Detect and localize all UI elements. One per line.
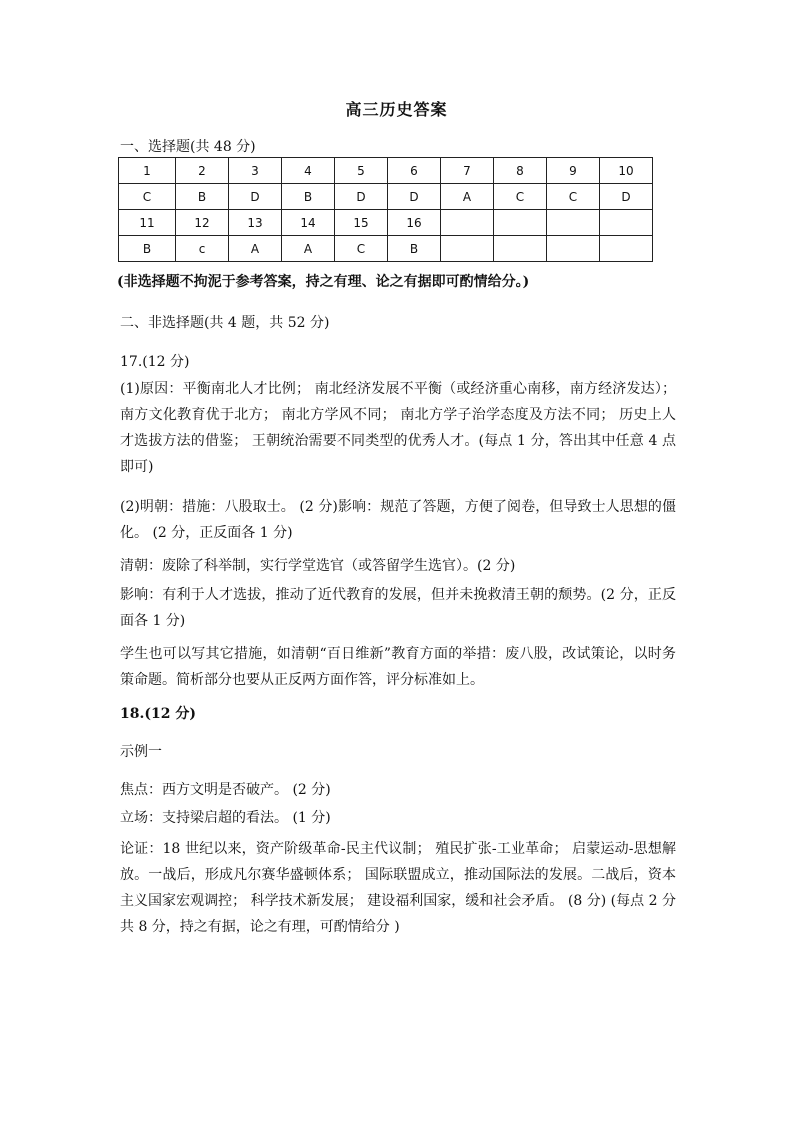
q18-focus: 焦点：西方文明是否破产。 (2 分) — [120, 782, 331, 798]
table-cell — [494, 236, 547, 262]
q17-impact: 影响：有利于人才选拔，推动了近代教育的发展，但并未挽救清王朝的颓势。(2 分，正反面各 1 分) — [120, 587, 676, 629]
grading-note: (非选择题不拘泥于参考答案，持之有理、论之有据即可酌情给分。) — [117, 274, 530, 290]
table-cell: 9 — [547, 158, 600, 184]
table-cell: B — [282, 184, 335, 210]
table-cell: 13 — [229, 210, 282, 236]
table-cell: 2 — [176, 158, 229, 184]
q18-argument: 论证：18 世纪以来，资产阶级革命-民主代议制； 殖民扩张-工业革命； 启蒙运动-思想解放。一战后，形成凡尔赛华盛顿体系； 国际联盟成立，推动国际法的发展。二战后，资本主义国家宏观调控； 科学技术新发展； 建设福利国家，缓和社会矛盾。 (8 分) (每点 2 分共 8 分，持之有据，论之有理，可酌情给分 ) — [120, 841, 676, 935]
table-row — [119, 158, 653, 184]
q18-stance: 立场：支持梁启超的看法。 (1 分) — [120, 810, 331, 826]
section1-heading: 一、选择题(共 48 分) — [120, 139, 256, 155]
table-cell: D — [229, 184, 282, 210]
table-row — [119, 236, 653, 262]
table-cell: B — [388, 236, 441, 262]
q18-heading: 18.(12 分) — [120, 706, 196, 722]
q17-heading: 17.(12 分) — [120, 354, 190, 370]
table-cell: D — [600, 184, 653, 210]
table-cell: D — [335, 184, 388, 210]
table-cell: c — [176, 236, 229, 262]
table-cell: 7 — [441, 158, 494, 184]
page-title: 高三历史答案 — [345, 100, 448, 119]
table-row — [119, 184, 653, 210]
answer-table — [118, 157, 653, 262]
table-row — [119, 210, 653, 236]
table-cell: B — [176, 184, 229, 210]
table-cell: A — [229, 236, 282, 262]
table-cell — [494, 210, 547, 236]
q17-qing: 清朝：废除了科举制，实行学堂选官（或答留学生选官）。(2 分) — [120, 558, 516, 574]
q17-note: 学生也可以写其它措施，如清朝“百日维新”教育方面的举措：废八股，改试策论，以时务策命题。简析部分也要从正反两方面作答，评分标准如上。 — [120, 646, 676, 688]
table-cell: 15 — [335, 210, 388, 236]
table-cell — [441, 210, 494, 236]
table-cell — [600, 210, 653, 236]
table-cell: C — [547, 184, 600, 210]
table-cell: 1 — [119, 158, 176, 184]
table-cell — [547, 210, 600, 236]
table-cell: 12 — [176, 210, 229, 236]
table-cell: 4 — [282, 158, 335, 184]
table-cell: 6 — [388, 158, 441, 184]
table-cell: 5 — [335, 158, 388, 184]
table-cell — [600, 236, 653, 262]
table-cell: D — [388, 184, 441, 210]
table-cell: 11 — [119, 210, 176, 236]
q17-part2: (2)明朝：措施：八股取士。 (2 分)影响：规范了答题，方便了阅卷，但导致士人思想的僵化。 (2 分，正反面各 1 分) — [120, 499, 676, 541]
table-cell: C — [335, 236, 388, 262]
table-cell: A — [441, 184, 494, 210]
q18-example: 示例一 — [120, 744, 162, 760]
table-cell: 16 — [388, 210, 441, 236]
table-cell: C — [119, 184, 176, 210]
table-cell: C — [494, 184, 547, 210]
table-cell: B — [119, 236, 176, 262]
table-cell: 3 — [229, 158, 282, 184]
table-cell: 14 — [282, 210, 335, 236]
table-cell: 8 — [494, 158, 547, 184]
q17-part1: (1)原因：平衡南北人才比例； 南北经济发展不平衡（或经济重心南移，南方经济发达）；南方文化教育优于北方； 南北方学风不同； 南北方学子治学态度及方法不同； 历史上人才选拔方法的借鉴； 王朝统治需要不同类型的优秀人才。(每点 1 分，答出其中任意 4 点即可) — [120, 381, 676, 475]
table-cell — [441, 236, 494, 262]
table-cell — [547, 236, 600, 262]
table-cell: 10 — [600, 158, 653, 184]
table-cell: A — [282, 236, 335, 262]
section2-heading: 二、非选择题(共 4 题，共 52 分) — [120, 315, 330, 331]
